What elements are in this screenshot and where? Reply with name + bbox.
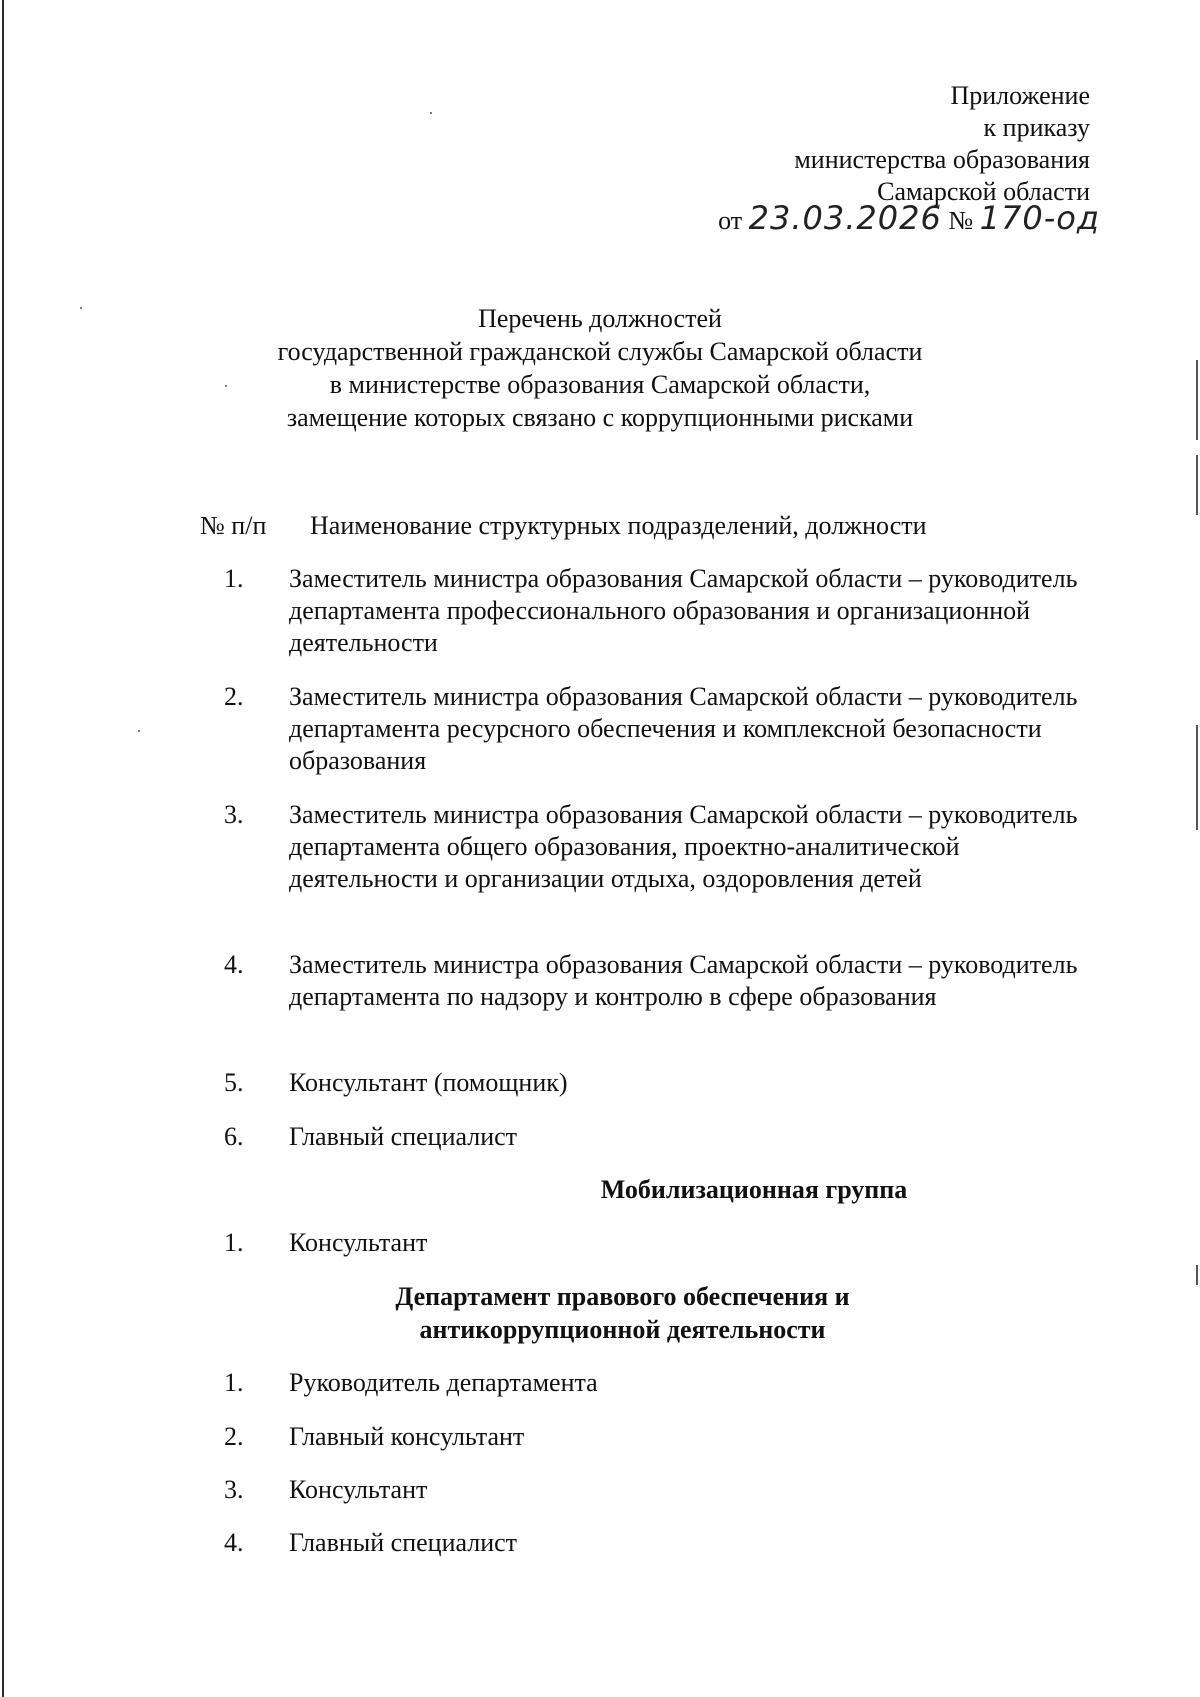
section-title-line-1: Департамент правового обеспечения и: [395, 1282, 850, 1311]
list-item-number: 1.: [224, 564, 244, 593]
scan-speck: [430, 112, 432, 114]
list-item-number: 1.: [224, 1368, 244, 1397]
section-heading-legal: [0, 1280, 1200, 1346]
title-line-1: Перечень должностей: [478, 304, 722, 333]
scan-speck: [138, 730, 140, 732]
section-heading-mobilization: [0, 1173, 1200, 1206]
handwritten-date: 23.03.2026: [748, 199, 942, 237]
list-item-text: Главный специалист: [289, 1122, 518, 1151]
scan-left-edge: [2, 0, 4, 1697]
section-title: Мобилизационная группа: [600, 1175, 908, 1204]
list-item-text: Руководитель департамента: [289, 1368, 598, 1397]
list-item-text: Консультант: [289, 1228, 428, 1257]
number-sign: №: [948, 206, 974, 235]
handwritten-order-number: 170-од: [979, 199, 1100, 237]
appendix-block: [794, 80, 1090, 208]
appendix-line-3: министерства образования: [794, 145, 1090, 174]
list-item-text: Заместитель министра образования Самарской области – руководитель департамента общего образования, проектно-аналитической деятельности и организации отдыха, оздоровления детей: [289, 800, 1078, 893]
list-item-number: 2.: [224, 682, 244, 711]
title-line-4: замещение которых связано с коррупционными рисками: [286, 403, 914, 432]
section-title-line-2: антикоррупционной деятельности: [419, 1315, 826, 1344]
list-item-number: 3.: [224, 800, 244, 829]
title-line-3: в министерстве образования Самарской области,: [329, 370, 871, 399]
list-item-text: Консультант (помощник): [289, 1068, 568, 1097]
list-item-text: Главный консультант: [289, 1422, 525, 1451]
list-item-number: 5.: [224, 1068, 244, 1097]
list-item-number: 6.: [224, 1122, 244, 1151]
list-item-number: 2.: [224, 1422, 244, 1451]
list-item-number: 4.: [224, 1528, 244, 1557]
list-item-text: Заместитель министра образования Самарской области – руководитель департамента профессионального образования и организационной деятельности: [289, 564, 1078, 657]
appendix-line-1: Приложение: [950, 81, 1090, 110]
list-item-number: 3.: [224, 1475, 244, 1504]
appendix-line-2: к приказу: [983, 113, 1090, 142]
header-name-column: Наименование структурных подразделений, должности: [310, 511, 927, 540]
appendix-line-4: Самарской области: [877, 177, 1090, 206]
title-line-2: государственной гражданской службы Самарской области: [277, 337, 923, 366]
order-date-line: [718, 198, 1100, 241]
document-title: [0, 302, 1200, 434]
list-item-text: Главный специалист: [289, 1528, 518, 1557]
list-item-number: 1.: [224, 1228, 244, 1257]
list-item-number: 4.: [224, 950, 244, 979]
scan-right-mark: [1196, 725, 1198, 830]
list-item-text: Заместитель министра образования Самарской области – руководитель департамента ресурсного обеспечения и комплексной безопасности образования: [289, 682, 1078, 775]
list-item-text: Консультант: [289, 1475, 428, 1504]
date-prefix: от: [718, 206, 743, 235]
list-item-text: Заместитель министра образования Самарской области – руководитель департамента по надзору и контролю в сфере образования: [289, 950, 1078, 1011]
header-number-column: № п/п: [200, 511, 267, 540]
scan-right-mark: [1196, 455, 1198, 515]
